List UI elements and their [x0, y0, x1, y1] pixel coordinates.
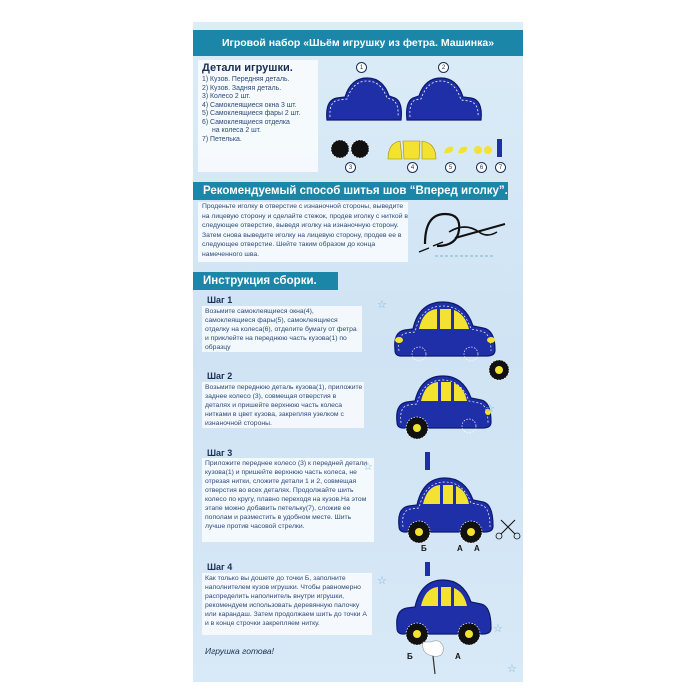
- assembly-section-title: Инструкция сборки.: [193, 272, 338, 290]
- list-item: 5) Самоклеящиеся фары 2 шт.: [202, 110, 301, 117]
- part-number: 2: [438, 62, 449, 73]
- headlight-parts: [442, 143, 470, 157]
- parts-title: Детали игрушки.: [202, 62, 293, 74]
- list-item: 1) Кузов. Передняя деталь.: [202, 76, 290, 83]
- parts-list: [202, 76, 310, 144]
- step-2-text: Возьмите переднюю деталь кузова(1), приложите заднее колесо (3), совмещая отверстия в деталях и пришейте верхнюю часть колеса нитками в цвет кузова, закрепляя узелком с изнаночной стороны.: [205, 384, 363, 427]
- star-icon: ☆: [507, 663, 517, 675]
- wheel-parts: [330, 138, 370, 162]
- star-icon: ☆: [377, 575, 387, 587]
- point-b-label: Б: [407, 652, 413, 661]
- step-4-label: Шаг 4: [207, 562, 233, 572]
- car-body-front-part: [323, 70, 403, 130]
- list-item: на колеса 2 шт.: [212, 127, 261, 134]
- star-icon: ☆: [493, 623, 503, 635]
- list-item: 6) Самоклеящиеся отделка: [202, 118, 290, 126]
- step-1-label: Шаг 1: [207, 295, 233, 305]
- part-number: 1: [356, 62, 367, 73]
- loop-part: [496, 138, 504, 158]
- step-1-text: Возьмите самоклеящиеся окна(4), самоклеящиеся фары(5), самоклеящиеся отделку на колеса(6), отделите бумагу от фетра и приклейте на переднюю часть кузова(1) по образцу: [205, 308, 357, 351]
- wheel-trim-parts: [473, 143, 493, 157]
- part-number: 3: [345, 162, 356, 173]
- star-icon: ☆: [363, 461, 373, 473]
- list-item: 4) Самоклеящиеся окна 3 шт.: [202, 101, 297, 109]
- list-item: 2) Кузов. Задняя деталь.: [202, 84, 282, 92]
- step-1-car-illustration: [391, 298, 511, 378]
- part-number: 4: [407, 162, 418, 173]
- point-a-label: А: [474, 544, 480, 553]
- step-3-text: Приложите переднее колесо (3) к передней детали кузова(1) и пришейте верхнюю часть колеса, не отрезая нитки, сложите детали 1 и 2, совмещая отверстия во всех деталях. Продолжайте шить колесо по кругу, плавно переходя на кузов.На этом этапе можно добавить петельку(7), сложив ее пополам и разместить в удобном месте. Шить лучше против часовой стрелки.: [205, 460, 368, 530]
- page-title: Игровой набор «Шьём игрушку из фетра. Машинка»: [193, 30, 523, 56]
- stitch-text: Проденьте иголку в отверстие с изнаночной стороны, выведите на лицевую сторону и сделайте стежок, продев иголку с ниткой в следующее отверстие, выведя иголку на изнаночную сторону. Затем снова выведите иголку на лицевую сторону, продев ее в следующее отверстие. Шейте таким образом до конца намеченного шва.: [202, 203, 408, 258]
- step-4-car-illustration: [393, 562, 503, 662]
- step-4-text: Как только вы дошете до точки Б, заполните наполнителем кузов игрушки. Чтобы равномерно распределить наполнитель внутри игрушки, рекомендуем использовать деревянную палочку или карандаш. Затем продолжаем шить до точки А и в конце строчки закрепляем нитку.: [205, 575, 367, 627]
- part-number: 5: [445, 162, 456, 173]
- star-icon: ☆: [485, 403, 495, 415]
- list-item: 7) Петелька.: [202, 135, 242, 143]
- list-item: 3) Колесо 2 шт.: [202, 93, 251, 100]
- step-3-label: Шаг 3: [207, 448, 233, 458]
- part-number: 6: [476, 162, 487, 173]
- step-3-car-illustration: [393, 450, 523, 550]
- window-parts: [386, 139, 438, 161]
- star-icon: ☆: [377, 299, 387, 311]
- instruction-card: [193, 22, 523, 682]
- finish-text: Игрушка готова!: [205, 646, 275, 656]
- step-2-label: Шаг 2: [207, 371, 233, 381]
- needle-stitch-illustration: [415, 202, 515, 262]
- part-number: 7: [495, 162, 506, 173]
- car-body-back-part: [405, 70, 485, 130]
- point-b-label: Б: [421, 544, 427, 553]
- point-a-label: А: [455, 652, 461, 661]
- point-a-label: А: [457, 544, 463, 553]
- stitch-section-title: Рекомендуемый способ шитья шов “Вперед иголку”.: [193, 182, 508, 200]
